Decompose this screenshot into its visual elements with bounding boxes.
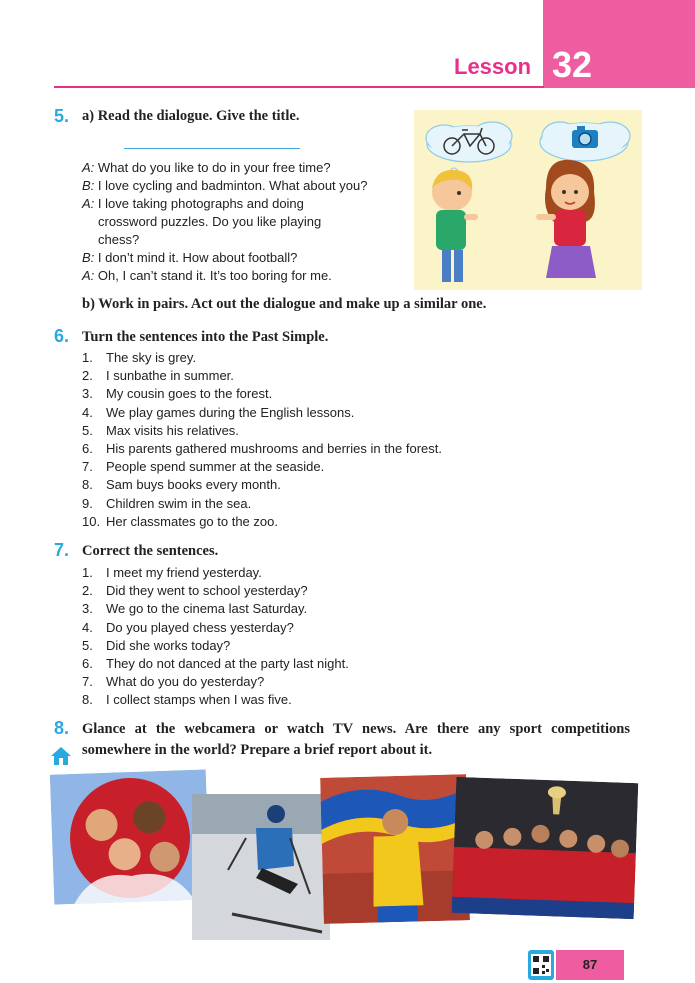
dialogue-line: A: I love taking photographs and doing xyxy=(82,196,304,211)
list-item: 10. Her classmates go to the zoo. xyxy=(82,513,278,529)
children-illustration xyxy=(414,110,642,290)
exercise-7-task: Correct the sentences. xyxy=(82,543,219,559)
photo-athlete-flag xyxy=(320,774,470,924)
list-item: 3. We go to the cinema last Saturday. xyxy=(82,601,308,617)
list-item: 2. Did they went to school yesterday? xyxy=(82,583,308,599)
exercise-8-task: Glance at the webcamera or watch TV news. Are there any sport competitions somewhere in the world? Prepare a brief report about it. xyxy=(82,721,630,758)
exercise-6-task: Turn the sentences into the Past Simple. xyxy=(82,329,329,345)
dialogue-line: B: I don’t mind it. How about football? xyxy=(82,250,298,265)
photo-sledge-skier xyxy=(192,794,330,940)
dialogue xyxy=(82,159,412,285)
exercise-5-task-b: b) Work in pairs. Act out the dialogue and make up a similar one. xyxy=(82,296,487,312)
photo-team-huddle xyxy=(50,769,210,904)
list-item: 5. Did she works today? xyxy=(82,637,231,653)
dialogue-line: A: Oh, I can’t stand it. It’s too boring for me. xyxy=(82,268,332,283)
list-item: 6. They do not danced at the party last night. xyxy=(82,655,349,671)
dialogue-line: A: What do you like to do in your free time? xyxy=(82,160,331,175)
list-item: 1. I meet my friend yesterday. xyxy=(82,565,262,580)
exercise-5-task-a: a) Read the dialogue. Give the title. xyxy=(82,108,300,124)
list-item: 2. I sunbathe in summer. xyxy=(82,368,234,384)
exercise-5-number: 5. xyxy=(54,106,70,126)
list-item: 7. What do you do yesterday? xyxy=(82,674,265,690)
list-item: 5. Max visits his relatives. xyxy=(82,422,239,438)
lesson-label: Lesson xyxy=(454,54,532,79)
list-item: 7. People spend summer at the seaside. xyxy=(82,459,325,475)
list-item: 4. We play games during the English lessons. xyxy=(82,404,355,420)
exercise-8-number: 8. xyxy=(54,718,70,738)
photo-team-celebration xyxy=(452,777,639,919)
exercise-7-list xyxy=(82,564,349,710)
list-item: 8. I collect stamps when I was five. xyxy=(82,692,292,708)
list-item: 4. Do you played chess yesterday? xyxy=(82,619,294,635)
home-icon xyxy=(50,746,72,766)
lesson-number: 32 xyxy=(551,44,593,85)
exercise-6-number: 6. xyxy=(54,326,70,346)
list-item: 1. The sky is grey. xyxy=(82,350,197,365)
qr-code-icon xyxy=(528,950,554,980)
exercise-7-number: 7. xyxy=(54,540,70,560)
title-answer-line xyxy=(124,148,300,149)
dialogue-line: B: I love cycling and badminton. What about you? xyxy=(82,178,368,193)
list-item: 6. His parents gathered mushrooms and berries in the forest. xyxy=(82,440,443,456)
page-number: 87 xyxy=(556,950,624,980)
list-item: 8. Sam buys books every month. xyxy=(82,477,281,493)
list-item: 9. Children swim in the sea. xyxy=(82,495,252,511)
exercise-6-list xyxy=(82,349,442,531)
dialogue-line: crossword puzzles. Do you like playing xyxy=(98,214,322,229)
list-item: 3. My cousin goes to the forest. xyxy=(82,386,273,402)
dialogue-line: chess? xyxy=(98,232,140,247)
header-rule xyxy=(54,86,544,88)
